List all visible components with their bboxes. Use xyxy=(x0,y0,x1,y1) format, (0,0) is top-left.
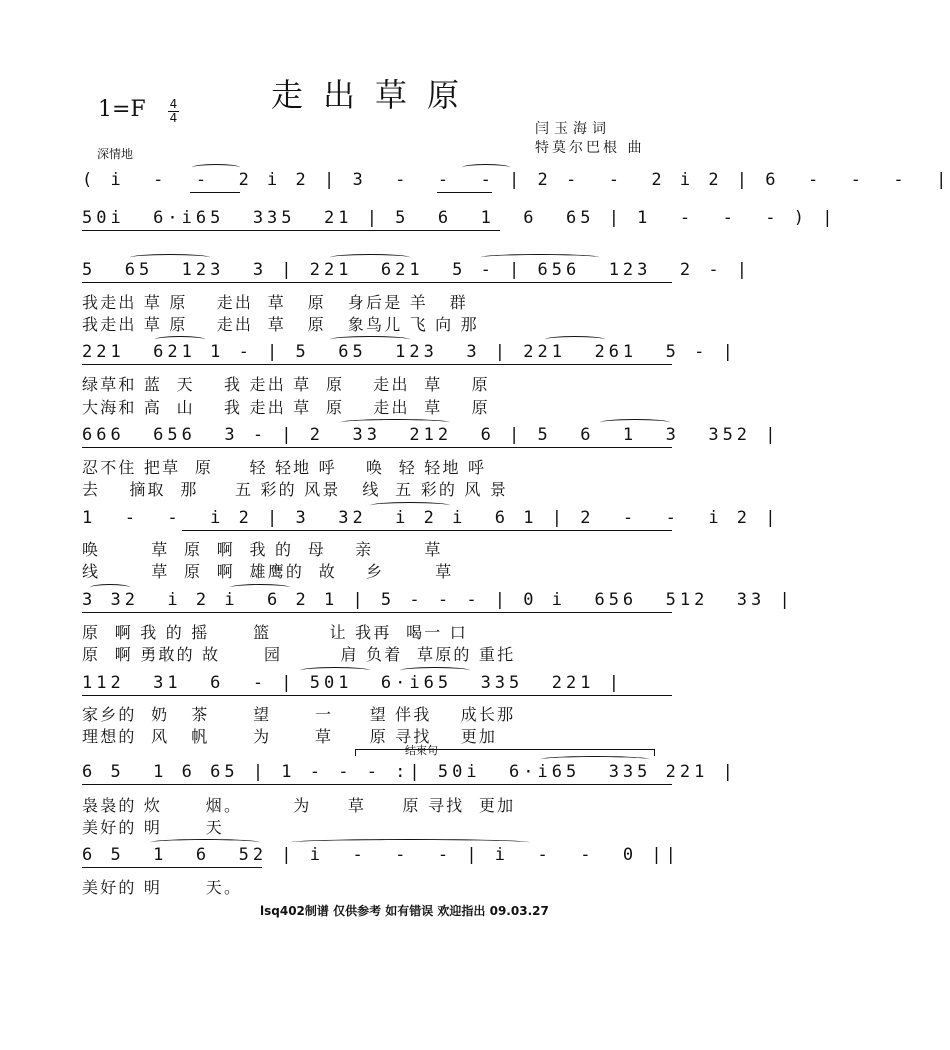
ending-bracket xyxy=(355,749,655,756)
beam-line xyxy=(182,530,672,531)
slur-mark xyxy=(370,502,450,509)
notation-row-4: 221 621 1 - | 5 65 123 3 | 221 261 5 - | xyxy=(82,342,737,362)
beam-line xyxy=(340,230,500,231)
slur-mark xyxy=(155,336,205,343)
lyricist-credit: 闫玉海词 xyxy=(535,121,611,137)
notation-row-6: 1 - - i 2 | 3 32 i 2 i 6 1 | 2 - - i 2 | xyxy=(82,508,780,528)
slur-mark xyxy=(340,419,450,426)
slur-mark xyxy=(300,667,370,674)
slur-mark xyxy=(480,254,600,261)
lyric-line: 绿草和 蓝 天 我 走出 草 原 走出 草 原 xyxy=(82,375,490,394)
expression-mark: 深情地 xyxy=(97,147,134,161)
notation-row-10: 6 5 1 6 52 | i - - - | i - - 0 || xyxy=(82,845,680,865)
lyric-line: 忍不住 把草 原 轻 轻地 呼 唤 轻 轻地 呼 xyxy=(82,458,487,477)
beam-line xyxy=(82,364,672,365)
notation-row-1: ( i - - 2 i 2 | 3 - - - | 2 - - 2 i 2 | 6 - - - | xyxy=(82,170,950,190)
lyric-line: 美好的 明 天 xyxy=(82,818,225,837)
beam-line xyxy=(437,192,492,193)
beam-line xyxy=(82,612,672,613)
slur-mark xyxy=(290,839,530,846)
beam-line xyxy=(82,230,362,231)
slur-mark xyxy=(462,164,510,171)
lyric-line: 袅袅的 炊 烟。 为 草 原 寻找 更加 xyxy=(82,796,516,815)
beam-line xyxy=(82,695,672,696)
notation-row-8: 112 31 6 - | 501 6·i65 335 221 | xyxy=(82,673,623,693)
beam-line xyxy=(82,282,672,283)
slur-mark xyxy=(330,336,410,343)
slur-mark xyxy=(150,839,260,846)
lyric-line: 大海和 高 山 我 走出 草 原 走出 草 原 xyxy=(82,398,490,417)
slur-mark xyxy=(192,164,240,171)
slur-mark xyxy=(90,584,130,591)
lyric-line: 原 啊 我 的 摇 篮 让 我再 喝一 口 xyxy=(82,623,468,642)
slur-mark xyxy=(230,584,290,591)
lyric-line: 原 啊 勇敢的 故 园 肩 负着 草原的 重托 xyxy=(82,645,516,664)
notation-row-5: 666 656 3 - | 2 33 212 6 | 5 6 1 3 352 | xyxy=(82,425,780,445)
key-signature: 1=F xyxy=(98,97,146,122)
slur-mark xyxy=(540,756,650,763)
lyric-line: 唤 草 原 啊 我 的 母 亲 草 xyxy=(82,540,443,559)
beam-line xyxy=(82,867,262,868)
slur-mark xyxy=(130,254,210,261)
slur-mark xyxy=(545,336,605,343)
slur-mark xyxy=(600,419,670,426)
beam-line xyxy=(190,192,240,193)
slur-mark xyxy=(330,254,410,261)
time-signature xyxy=(168,98,179,125)
lyric-line: 美好的 明 天。 xyxy=(82,878,243,897)
lyric-line: 线 草 原 啊 雄鹰的 故 乡 草 xyxy=(82,562,454,581)
lyric-line: 理想的 风 帆 为 草 原 寻找 更加 xyxy=(82,727,498,746)
notation-row-9: 6 5 1 6 65 | 1 - - - :| 50i 6·i65 335 221 | xyxy=(82,762,737,782)
notation-row-7: 3 32 i 2 i 6 2 1 | 5 - - - | 0 i 656 512 33 | xyxy=(82,590,794,610)
footer-note: lsq402制谱 仅供参考 如有错误 欢迎指出 09.03.27 xyxy=(260,904,549,918)
lyric-line: 家乡的 奶 茶 望 一 望 伴我 成长那 xyxy=(82,705,516,724)
notation-row-2: 50i 6·i65 335 21 | 5 6 1 6 65 | 1 - - - ) | xyxy=(82,208,837,228)
notation-row-3: 5 65 123 3 | 221 621 5 - | 656 123 2 - | xyxy=(82,260,752,280)
song-title: 走出草原 xyxy=(270,76,479,114)
lyric-line: 我走出 草 原 走出 草 原 身后是 羊 群 xyxy=(82,293,468,312)
beam-line xyxy=(82,784,672,785)
beam-line xyxy=(82,447,672,448)
ending-label: 结束句 xyxy=(405,744,438,757)
lyric-line: 去 摘取 那 五 彩的 风景 线 五 彩的 风 景 xyxy=(82,480,509,499)
meter-top: 4 xyxy=(169,97,178,111)
meter-bottom: 4 xyxy=(169,111,178,125)
slur-mark xyxy=(400,667,470,674)
composer-credit: 特莫尔巴根 曲 xyxy=(535,140,645,156)
lyric-line: 我走出 草 原 走出 草 原 象鸟儿 飞 向 那 xyxy=(82,315,479,334)
